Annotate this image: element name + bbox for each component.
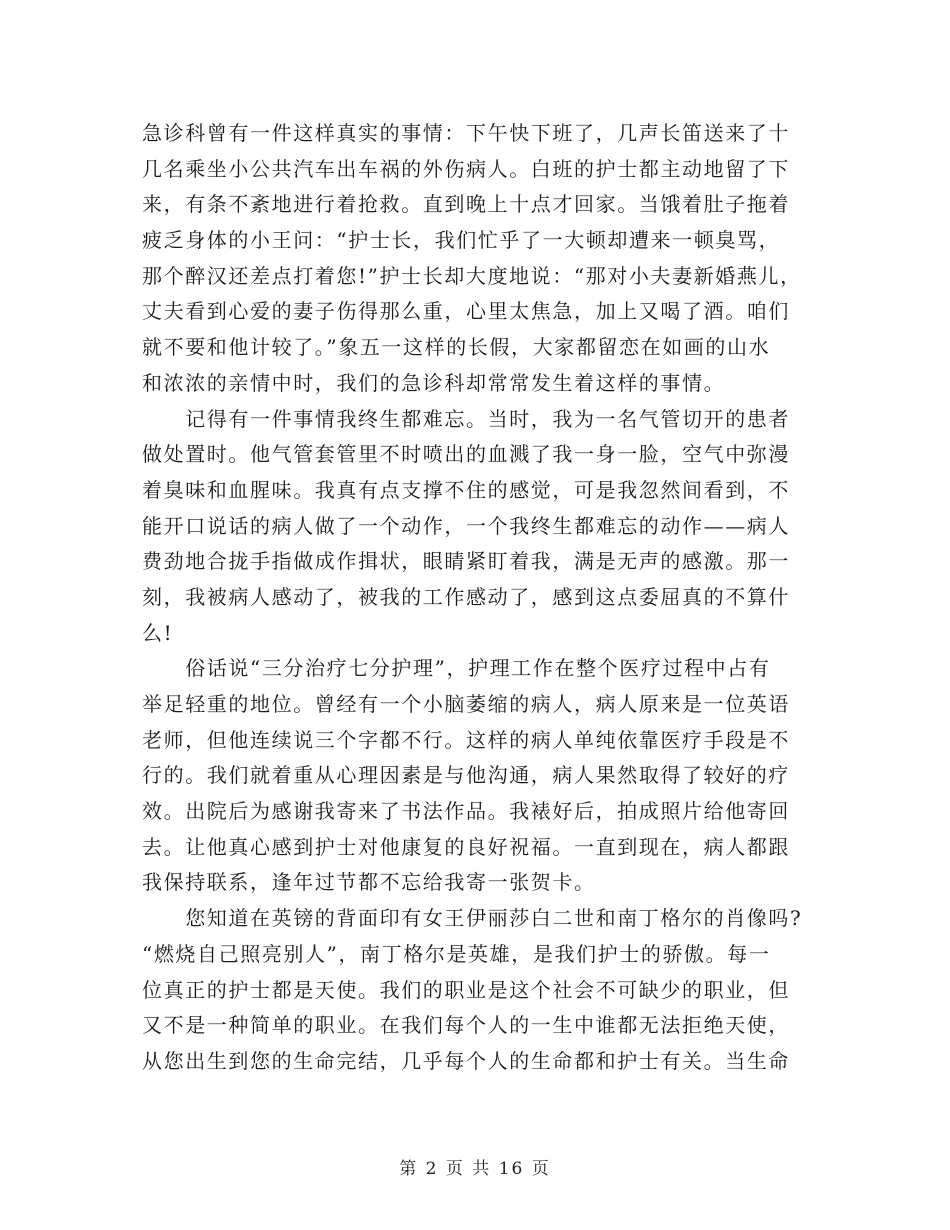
- text-line-11: 着臭味和血腥味。我真有点支撑不住的感觉，可是我忽然间看到，不: [142, 477, 790, 502]
- text-line-7: 就不要和他计较了。”象五一这样的长假，大家都留恋在如画的山水: [142, 335, 771, 360]
- text-line-25: 位真正的护士都是天使。我们的职业是这个社会不可缺少的职业，但: [142, 977, 790, 1002]
- text-line-18: 老师，但他连续说三个字都不行。这样的病人单纯依靠医疗手段是不: [142, 727, 790, 752]
- text-line-22: 我保持联系，逢年过节都不忘给我寄一张贺卡。: [142, 870, 596, 895]
- text-line-2: 几名乘坐小公共汽车出车祸的外伤病人。白班的护士都主动地留了下: [142, 156, 790, 181]
- text-line-23: 您知道在英镑的背面印有女王伊丽莎白二世和南丁格尔的肖像吗?: [142, 906, 803, 931]
- page-footer: [0, 1154, 950, 1179]
- text-line-8: 和浓浓的亲情中时，我们的急诊科却常常发生着这样的事情。: [142, 370, 726, 395]
- text-line-15: 么!: [142, 620, 174, 645]
- text-line-10: 做处置时。他气管套管里不时喷出的血溅了我一身一脸，空气中弥漫: [142, 442, 790, 467]
- text-line-5: 那个醉汉还差点打着您!”护士长却大度地说：“那对小夫妻新婚燕儿，: [142, 263, 802, 288]
- text-line-20: 效。出院后为感谢我寄来了书法作品。我裱好后，拍成照片给他寄回: [142, 799, 790, 824]
- text-line-17: 举足轻重的地位。曾经有一个小脑萎缩的病人，病人原来是一位英语: [142, 692, 790, 716]
- text-line-6: 丈夫看到心爱的妻子伤得那么重，心里太焦急，加上又喝了酒。咱们: [142, 299, 790, 324]
- text-line-1: 急诊科曾有一件这样真实的事情：下午快下班了，几声长笛送来了十: [142, 121, 790, 145]
- text-line-16: 俗话说“三分治疗七分护理”，护理工作在整个医疗过程中占有: [142, 656, 771, 681]
- page-number-label: 第 2 页 共 16 页: [399, 1159, 551, 1179]
- body-text: [142, 116, 810, 1080]
- text-line-26: 又不是一种简单的职业。在我们每个人的一生中谁都无法拒绝天使，: [142, 1013, 790, 1038]
- text-line-12: 能开口说话的病人做了一个动作，一个我终生都难忘的动作——病人: [142, 513, 790, 538]
- text-line-3: 来，有条不紊地进行着抢救。直到晚上十点才回家。当饿着肚子拖着: [142, 192, 790, 217]
- text-line-4: 疲乏身体的小王问：“护士长，我们忙乎了一大顿却遭来一顿臭骂，: [142, 228, 781, 253]
- text-line-14: 刻，我被病人感动了，被我的工作感动了，感到这点委屈真的不算什: [142, 584, 790, 609]
- text-line-24: “燃烧自己照亮别人”，南丁格尔是英雄，是我们护士的骄傲。每一: [142, 941, 771, 966]
- text-line-13: 费劲地合拢手指做成作揖状，眼睛紧盯着我，满是无声的感激。那一: [142, 549, 790, 574]
- text-line-21: 去。让他真心感到护士对他康复的良好祝福。一直到现在，病人都跟: [142, 834, 790, 859]
- text-line-19: 行的。我们就着重从心理因素是与他沟通，病人果然取得了较好的疗: [142, 763, 790, 788]
- text-line-9: 记得有一件事情我终生都难忘。当时，我为一名气管切开的患者: [142, 406, 790, 431]
- text-line-27: 从您出生到您的生命完结，几乎每个人的生命都和护士有关。当生命: [142, 1048, 790, 1073]
